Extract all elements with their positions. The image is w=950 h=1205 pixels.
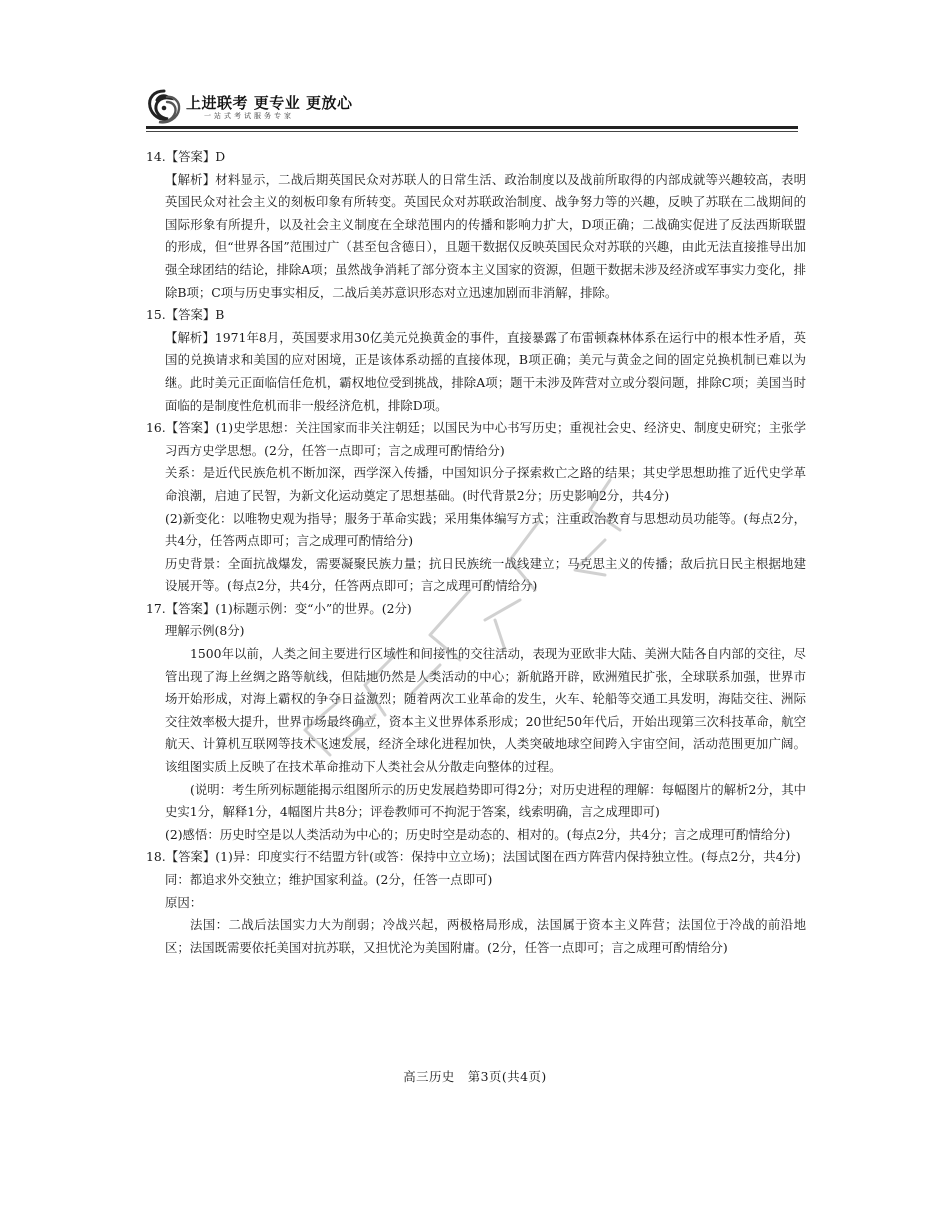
q17-note: (说明：考生所列标题能揭示组图所示的历史发展趋势即可得2分；对历史进程的理解：每幅图片的解析2分，其中史实1分，解释1分，4幅图片共8分；评卷教师可不拘泥于答案，线索明确，言之成理即可)	[165, 781, 806, 820]
q16-relation: 关系：是近代民族危机不断加深，西学深入传播，中国知识分子探索救亡之路的结果；其史学思想助推了近代史学革命浪潮，启迪了民智，为新文化运动奠定了思想基础。(时代背景2分；历史影响2分，共4分)	[165, 465, 806, 503]
q18-france: 法国：二战后法国实力大为削弱；冷战兴起，两极格局形成，法国属于资本主义阵营；法国位于冷战的前沿地区；法国既需要依托美国对抗苏联，又担忧沦为美国附庸。(2分，任答一点即可；言之成理可酌情给分)	[165, 917, 806, 955]
q17-part2: (2)感悟：历史时空是以人类活动为中心的；历史时空是动态的、相对的。(每点2分，共4分；言之成理可酌情给分)	[165, 826, 791, 842]
q17-answer: 17.【答案】(1)标题示例：变“小”的世界。(2分)	[146, 600, 412, 616]
q17-example-label: 理解示例(8分)	[165, 623, 245, 639]
q16-answer: 16.【答案】(1)史学思想：关注国家而非关注朝廷；以国民为中心书写历史；重视社会史、经济史、制度史研究；主张学习西方史学思想。(2分，任答一点即可；言之成理可酌情给分)	[146, 420, 806, 458]
swirl-logo-icon	[146, 88, 182, 126]
header-slogan: 上进联考 更专业 更放心	[186, 94, 353, 112]
page-footer: 高三历史 第3页(共4页)	[403, 1069, 547, 1084]
q14-answer: 14.【答案】D	[146, 149, 226, 164]
header-rule	[146, 126, 798, 129]
q17-example: 1500年以前，人类之间主要进行区域性和间接性的交往活动，表现为亚欧非大陆、美洲大陆各自内部的交往，尽管出现了海上丝绸之路等航线，但陆地仍然是人类活动的中心；新航路开辟，欧洲殖民扩张，全球联系加强，世界市场开始形成，对海上霸权的争夺日益激烈；随着两次工业革命的发生，火车、轮船等交通工具发明，海陆交往、洲际交往效率极大提升，世界市场最终确立，资本主义世界体系形成；20世纪50年代后，开始出现第三次科技革命，航空航天、计算机互联网等技术飞速发展，经济全球化进程加快，人类突破地球空间跨入宇宙空间，活动范围更加广阔。该组图实质上反映了在技术革命推动下人类社会从分散走向整体的过程。	[165, 646, 806, 775]
q15-answer: 15.【答案】B	[146, 307, 225, 323]
q18-same: 同：都追求外交独立；维护国家利益。(2分，任答一点即可)	[165, 872, 493, 887]
q16-background: 历史背景：全面抗战爆发，需要凝聚民族力量；抗日民族统一战线建立；马克思主义的传播；敌后抗日民主根据地建设展开等。(每点2分，共4分，任答两点即可；言之成理可酌情给分)	[165, 555, 806, 594]
q16-part2: (2)新变化：以唯物史观为指导；服务于革命实践；采用集体编写方式；注重政治教育与思想动员功能等。(每点2分，共4分，任答两点即可；言之成理可酌情给分)	[165, 510, 806, 549]
q14-analysis: 【解析】材料显示，二战后期英国民众对苏联人的日常生活、政治制度以及战前所取得的内部成就等兴趣较高，表明英国民众对社会主义的刻板印象有所转变。英国民众对苏联政治制度、战争努力等的兴趣，反映了苏联在二战期间的国际形象有所提升，以及社会主义制度在全球范围内的传播和影响力扩大，D项正确；二战确实促进了反法西斯联盟的形成，但“世界各国”范围过广（甚至包含德日），且题干数据仅反映英国民众对苏联的兴趣，由此无法直接推导出加强全球团结的结论，排除A项；虽然战争消耗了部分资本主义国家的资源，但题干数据未涉及经济或军事实力变化，排除B项；C项与历史事实相反，二战后美苏意识形态对立迅速加剧而非消解，排除。	[165, 171, 806, 300]
page-header	[146, 88, 798, 134]
q18-reason-label: 原因：	[165, 894, 203, 910]
header-subslogan: 一站式考试服务专家	[204, 112, 294, 120]
header-rule-thin	[146, 131, 798, 132]
answer-content	[146, 146, 806, 959]
q15-analysis: 【解析】1971年8月，英国要求用30亿美元兑换黄金的事件，直接暴露了布雷顿森林体系在运行中的根本性矛盾，英国的兑换请求和美国的应对困境，正是该体系动摇的直接体现，B项正确；美元与黄金之间的固定兑换机制已难以为继。此时美元正面临信任危机，霸权地位受到挑战，排除A项；题干未涉及阵营对立或分裂问题，排除C项；美国当时面临的是制度性危机而非一般经济危机，排除D项。	[165, 329, 806, 413]
q18-answer: 18.【答案】(1)异：印度实行不结盟方针(或答：保持中立立场)；法国试图在西方阵营内保持独立性。(每点2分，共4分)	[146, 849, 801, 865]
